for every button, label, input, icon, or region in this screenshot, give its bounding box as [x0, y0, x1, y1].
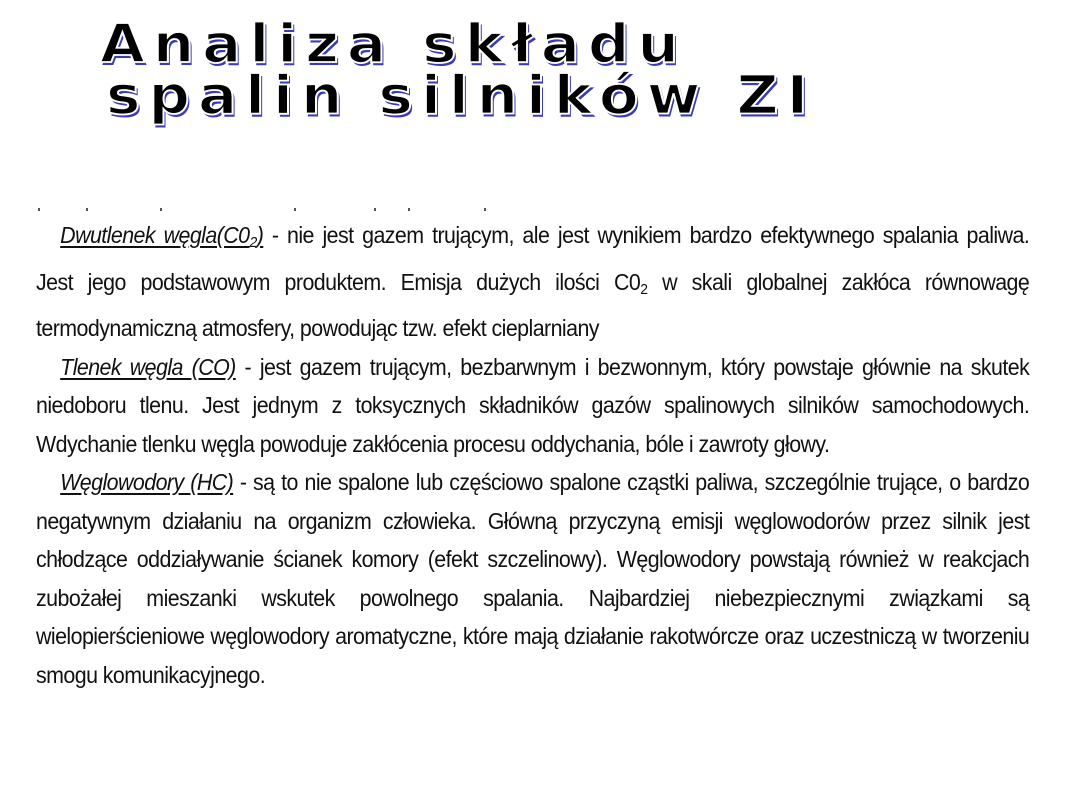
scan-artifacts — [36, 208, 536, 214]
paragraph-co: Tlenek węgla (CO) - jest gazem trującym, bezbarwnym i bezwonnym, który powstaje głównie na skutek niedoboru tlenu. Jest jednym z toksycznych składników gazów spalinowych silników samochodowych. Wdychanie tlenku węgla powoduje zakłócenia procesu oddychania, bóle i zawroty głowy. — [36, 353, 1030, 457]
paragraph-co2: Dwutlenek $węgla(C0_2)$ - nie jest gazem trującym, ale jest wynikiem bardzo efektywnego spalania paliwa. Jest jego podstawowym produktem. Emisja dużych ilości $C0_2$ w skali globalnej zakłóca równowagę termodynamiczną atmosfery, powodując tzw. efekt cieplarniany — [36, 222, 1030, 341]
title-line-2: spalin silników ZI — [106, 64, 817, 127]
title-line-1: Analiza składu — [100, 12, 687, 76]
paragraph-hc: Węglowodory (HC) - są to nie spalone lub częściowo spalone cząstki paliwa, szczególnie trujące, o bardzo negatywnym działaniu na organizm człowieka. Główną przyczyną emisji węglowodorów przez silnik jest chłodzące oddziaływanie ścianek komory (efekt szczelinowy). Węglowodory powstają również w reakcjach zubożałej mieszanki wskutek powolnego spalania. Najbardziej niebezpiecznymi związkami są wielopierścieniowe węglowodory aromatyczne, które mają działanie rakotwórcze oraz uczestniczą w tworzeniu smogu komunikacyjnego. — [36, 469, 1030, 688]
term-hc: Węglowodory (HC) — [60, 469, 234, 495]
term-co: Tlenek węgla (CO) — [60, 353, 236, 380]
scanned-text-block — [36, 216, 1030, 694]
term-co2: Dwutlenek $węgla(C0_2)$ — [60, 222, 264, 251]
slide-title — [0, 12, 1080, 127]
